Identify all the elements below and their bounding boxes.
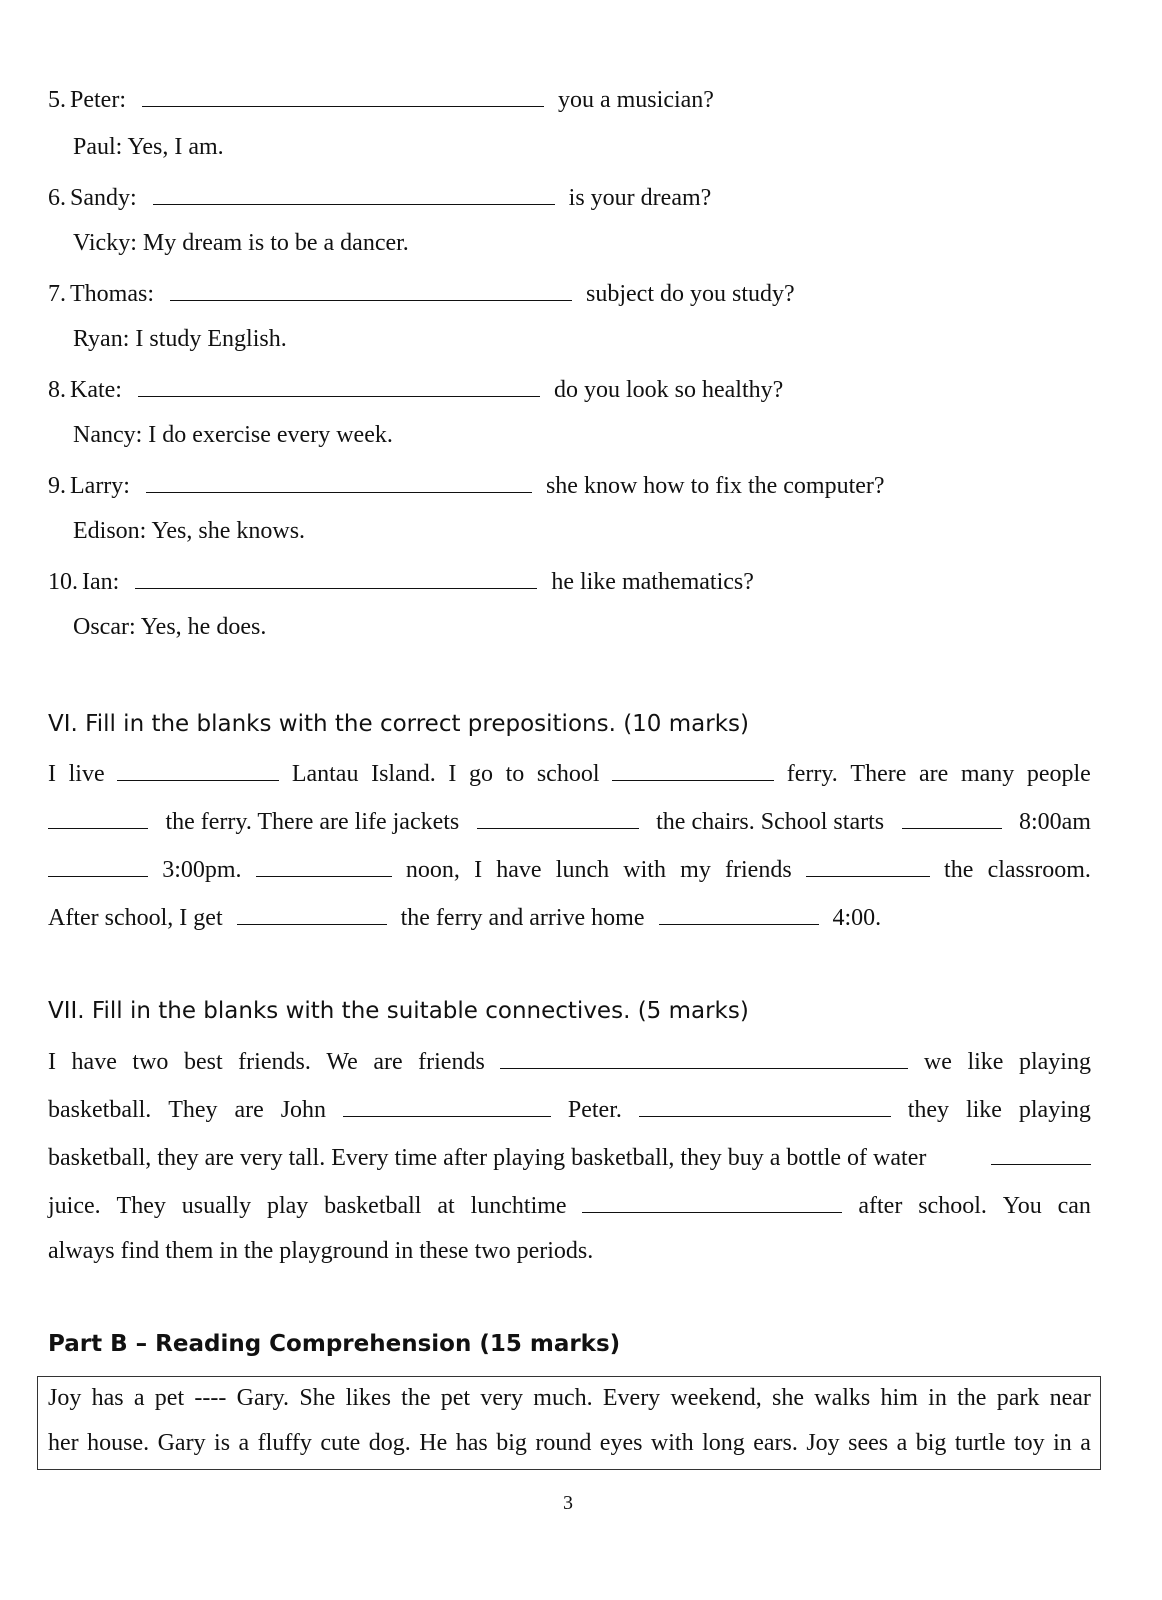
preposition-blank[interactable] xyxy=(612,758,774,781)
question-speaker: Thomas: xyxy=(70,281,154,307)
question-text: she know how to fix the computer? xyxy=(545,473,885,499)
connective-blank[interactable] xyxy=(500,1046,908,1069)
question-answer: Oscar: Yes, he does. xyxy=(73,614,267,640)
answer-blank[interactable] xyxy=(142,82,544,107)
question-text: he like mathematics? xyxy=(551,569,754,595)
section-7-line-3: basketball, they are very tall. Every time after playing basketball, they buy a bottle of water xyxy=(48,1142,1091,1178)
section-6-line-2: the ferry. There are life jackets the chairs. School starts 8:00am xyxy=(48,806,1091,842)
question-speaker: Sandy: xyxy=(70,185,137,211)
question-answer: Paul: Yes, I am. xyxy=(73,134,224,160)
passage-line-1: Joy has a pet ---- Gary. She likes the pet very much. Every weekend, she walks him in the park near xyxy=(48,1385,1091,1411)
question-answer: Ryan: I study English. xyxy=(73,326,287,352)
question-number: 6. xyxy=(48,185,66,211)
question-number: 5. xyxy=(48,87,66,113)
preposition-blank[interactable] xyxy=(256,854,392,877)
answer-blank[interactable] xyxy=(153,180,555,205)
question-speaker: Peter: xyxy=(70,87,126,113)
question-answer: Nancy: I do exercise every week. xyxy=(73,422,393,448)
question-number: 7. xyxy=(48,281,66,307)
part-b-heading: Part B – Reading Comprehension (15 marks) xyxy=(48,1331,621,1357)
preposition-blank[interactable] xyxy=(237,902,387,925)
page-number: 3 xyxy=(563,1492,573,1514)
connective-blank[interactable] xyxy=(343,1094,551,1117)
section-7-line-4: juice. They usually play basketball at lunchtime after school. You can xyxy=(48,1190,1091,1226)
question-answer: Edison: Yes, she knows. xyxy=(73,518,306,544)
preposition-blank[interactable] xyxy=(659,902,819,925)
connective-blank[interactable] xyxy=(639,1094,891,1117)
section-6-line-4: After school, I get the ferry and arrive home 4:00. xyxy=(48,902,1091,938)
section-6-heading: VI. Fill in the blanks with the correct prepositions. (10 marks) xyxy=(48,711,749,737)
answer-blank[interactable] xyxy=(135,564,537,589)
question-speaker: Larry: xyxy=(70,473,130,499)
preposition-blank[interactable] xyxy=(477,806,639,829)
preposition-blank[interactable] xyxy=(48,806,148,829)
section-7-line-5: always find them in the playground in these two periods. xyxy=(48,1238,594,1264)
connective-blank[interactable] xyxy=(582,1190,842,1213)
question-number: 9. xyxy=(48,473,66,499)
preposition-blank[interactable] xyxy=(806,854,930,877)
question-number: 10. xyxy=(48,569,78,595)
connective-blank[interactable] xyxy=(991,1142,1091,1165)
answer-blank[interactable] xyxy=(138,372,540,397)
question-number: 8. xyxy=(48,377,66,403)
reading-passage-box xyxy=(37,1376,1101,1470)
preposition-blank[interactable] xyxy=(48,854,148,877)
preposition-blank[interactable] xyxy=(902,806,1002,829)
question-answer: Vicky: My dream is to be a dancer. xyxy=(73,230,409,256)
section-6-line-3: 3:00pm. noon, I have lunch with my friends the classroom. xyxy=(48,854,1091,890)
answer-blank[interactable] xyxy=(146,468,532,493)
passage-line-2: her house. Gary is a fluffy cute dog. He has big round eyes with long ears. Joy sees a big turtle toy in a xyxy=(48,1430,1091,1456)
question-speaker: Kate: xyxy=(70,377,122,403)
section-6-line-1: I live Lantau Island. I go to school ferry. There are many people xyxy=(48,758,1091,794)
section-7-line-2: basketball. They are John Peter. they like playing xyxy=(48,1094,1091,1130)
preposition-blank[interactable] xyxy=(117,758,279,781)
answer-blank[interactable] xyxy=(170,276,572,301)
question-text: subject do you study? xyxy=(586,281,795,307)
section-7-heading: VII. Fill in the blanks with the suitable connectives. (5 marks) xyxy=(48,998,749,1024)
question-text: you a musician? xyxy=(557,87,714,113)
section-7-line-1: I have two best friends. We are friends we like playing xyxy=(48,1046,1091,1082)
question-text: is your dream? xyxy=(568,185,712,211)
question-text: do you look so healthy? xyxy=(553,377,784,403)
question-speaker: Ian: xyxy=(82,569,120,595)
